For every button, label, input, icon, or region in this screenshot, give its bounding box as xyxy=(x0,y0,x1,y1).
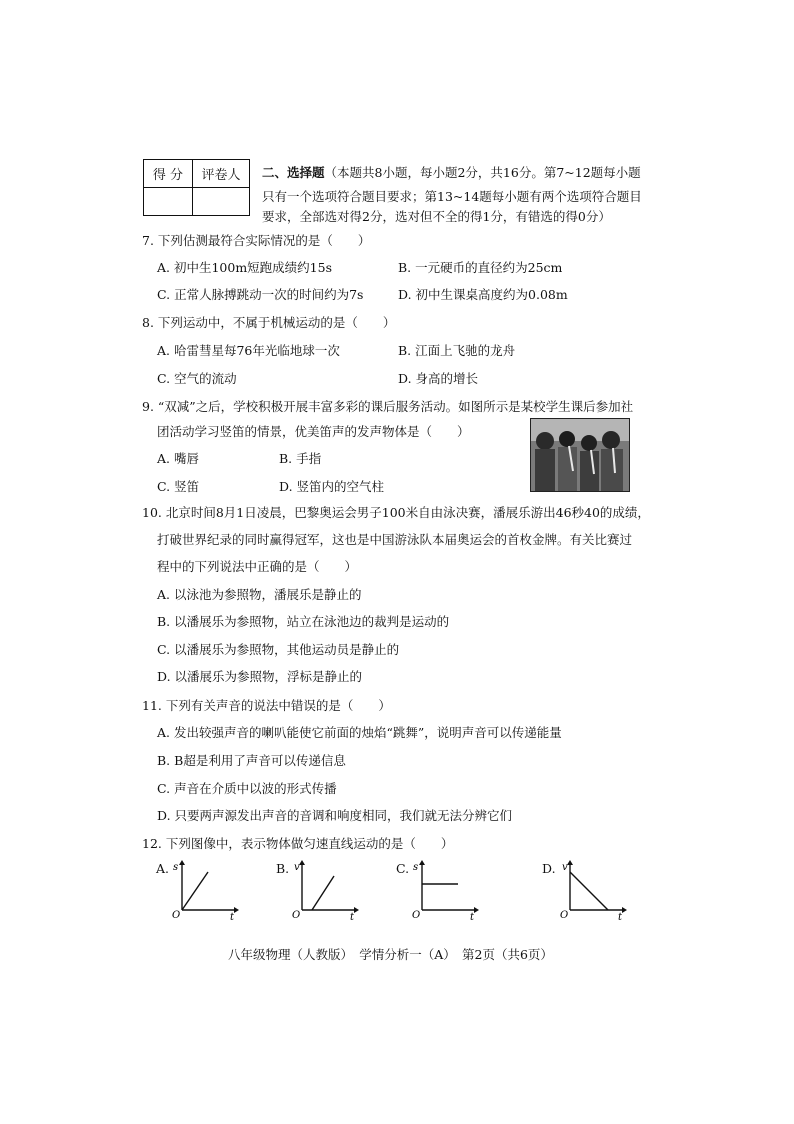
q7-stem: 7. 下列估测最符合实际情况的是（ ） xyxy=(142,233,371,248)
section-desc-1: （本题共8小题，每小题2分，共16分。第7~12题每小题 xyxy=(324,165,641,180)
section-title: 二、选择题 xyxy=(262,165,325,180)
q9-stem-1: 9. “双减”之后，学校积极开展丰富多彩的课后服务活动。如图所示是某校学生课后参加社 xyxy=(142,399,634,414)
q12-graph-c[interactable] xyxy=(408,858,480,920)
q7-option-a[interactable]: A. 初中生100m短跑成绩约15s xyxy=(157,260,333,275)
page-footer: 八年级物理（人教版） 学情分析一（A） 第2页（共6页） xyxy=(228,947,553,962)
q8-stem: 8. 下列运动中，不属于机械运动的是（ ） xyxy=(142,315,396,330)
q12-graph-a-x: t xyxy=(230,912,235,920)
q11-option-b[interactable]: B. B超是利用了声音可以传递信息 xyxy=(157,753,346,768)
q12-graph-a-origin: O xyxy=(172,910,181,920)
q10-option-d[interactable]: D. 以潘展乐为参照物，浮标是静止的 xyxy=(157,669,363,684)
q7-option-b[interactable]: B. 一元硬币的直径约为25cm xyxy=(398,260,563,275)
q7-option-c[interactable]: C. 正常人脉搏跳动一次的时间约为7s xyxy=(157,287,364,302)
q9-option-c[interactable]: C. 竖笛 xyxy=(157,479,200,494)
q12-graph-b-x: t xyxy=(350,912,355,920)
q12-graph-a-label[interactable]: A. xyxy=(156,861,170,876)
recorder-students-photo xyxy=(530,418,630,492)
q12-graph-c-origin: O xyxy=(412,910,421,920)
q12-graph-b-y: v xyxy=(294,862,300,873)
section-desc-2: 只有一个选项符合题目要求；第13~14题每小题有两个选项符合题目 xyxy=(262,189,642,204)
q11-option-c[interactable]: C. 声音在介质中以波的形式传播 xyxy=(157,781,337,796)
q11-stem: 11. 下列有关声音的说法中错误的是（ ） xyxy=(142,698,391,713)
q10-stem-3: 程中的下列说法中正确的是（ ） xyxy=(157,559,358,574)
score-table xyxy=(143,159,250,216)
q11-option-d[interactable]: D. 只要两声源发出声音的音调和响度相同，我们就无法分辨它们 xyxy=(157,808,513,823)
score-cell[interactable] xyxy=(144,188,193,216)
q12-graph-d-y: v xyxy=(562,862,568,873)
q7-option-d[interactable]: D. 初中生课桌高度约为0.08m xyxy=(398,287,568,302)
q12-graph-d[interactable] xyxy=(556,858,628,920)
q12-graph-b[interactable] xyxy=(288,858,360,920)
q10-stem-2: 打破世界纪录的同时赢得冠军，这也是中国游泳队本届奥运会的首枚金牌。有关比赛过 xyxy=(157,532,633,547)
q8-option-b[interactable]: B. 江面上飞驰的龙舟 xyxy=(398,343,516,358)
q10-option-b[interactable]: B. 以潘展乐为参照物，站立在泳池边的裁判是运动的 xyxy=(157,614,450,629)
section-header-line1 xyxy=(262,163,641,181)
grader-header: 评卷人 xyxy=(193,160,250,188)
section-desc-3: 要求，全部选对得2分，选对但不全的得1分，有错选的得0分） xyxy=(262,209,611,224)
q12-graph-c-y: s xyxy=(413,862,419,873)
q12-graph-a[interactable] xyxy=(168,858,240,920)
q12-graph-b-origin: O xyxy=(292,910,301,920)
q12-graph-d-origin: O xyxy=(560,910,569,920)
q10-option-c[interactable]: C. 以潘展乐为参照物，其他运动员是静止的 xyxy=(157,642,400,657)
q12-graph-d-x: t xyxy=(618,912,623,920)
q8-option-c[interactable]: C. 空气的流动 xyxy=(157,371,237,386)
q8-option-d[interactable]: D. 身高的增长 xyxy=(398,371,479,386)
q10-option-a[interactable]: A. 以泳池为参照物，潘展乐是静止的 xyxy=(157,587,362,602)
q12-graph-c-x: t xyxy=(470,912,475,920)
q12-graph-b-label[interactable]: B. xyxy=(276,861,290,876)
q11-option-a[interactable]: A. 发出较强声音的喇叭能使它前面的烛焰“跳舞”，说明声音可以传递能量 xyxy=(157,725,562,740)
q9-stem-2: 团活动学习竖笛的情景，优美笛声的发声物体是（ ） xyxy=(157,424,470,439)
q12-graph-d-label[interactable]: D. xyxy=(542,861,556,876)
q9-option-a[interactable]: A. 嘴唇 xyxy=(157,451,199,466)
grader-cell[interactable] xyxy=(193,188,250,216)
q10-stem-1: 10. 北京时间8月1日凌晨，巴黎奥运会男子100米自由泳决赛，潘展乐游出46秒40的成绩， xyxy=(142,505,650,520)
q12-stem: 12. 下列图像中，表示物体做匀速直线运动的是（ ） xyxy=(142,836,454,851)
q9-option-d[interactable]: D. 竖笛内的空气柱 xyxy=(279,479,385,494)
q12-graph-c-label[interactable]: C. xyxy=(396,861,410,876)
q9-option-b[interactable]: B. 手指 xyxy=(279,451,322,466)
q12-graph-a-y: s xyxy=(173,862,179,873)
q8-option-a[interactable]: A. 哈雷彗星每76年光临地球一次 xyxy=(157,343,340,358)
score-header: 得 分 xyxy=(144,160,193,188)
